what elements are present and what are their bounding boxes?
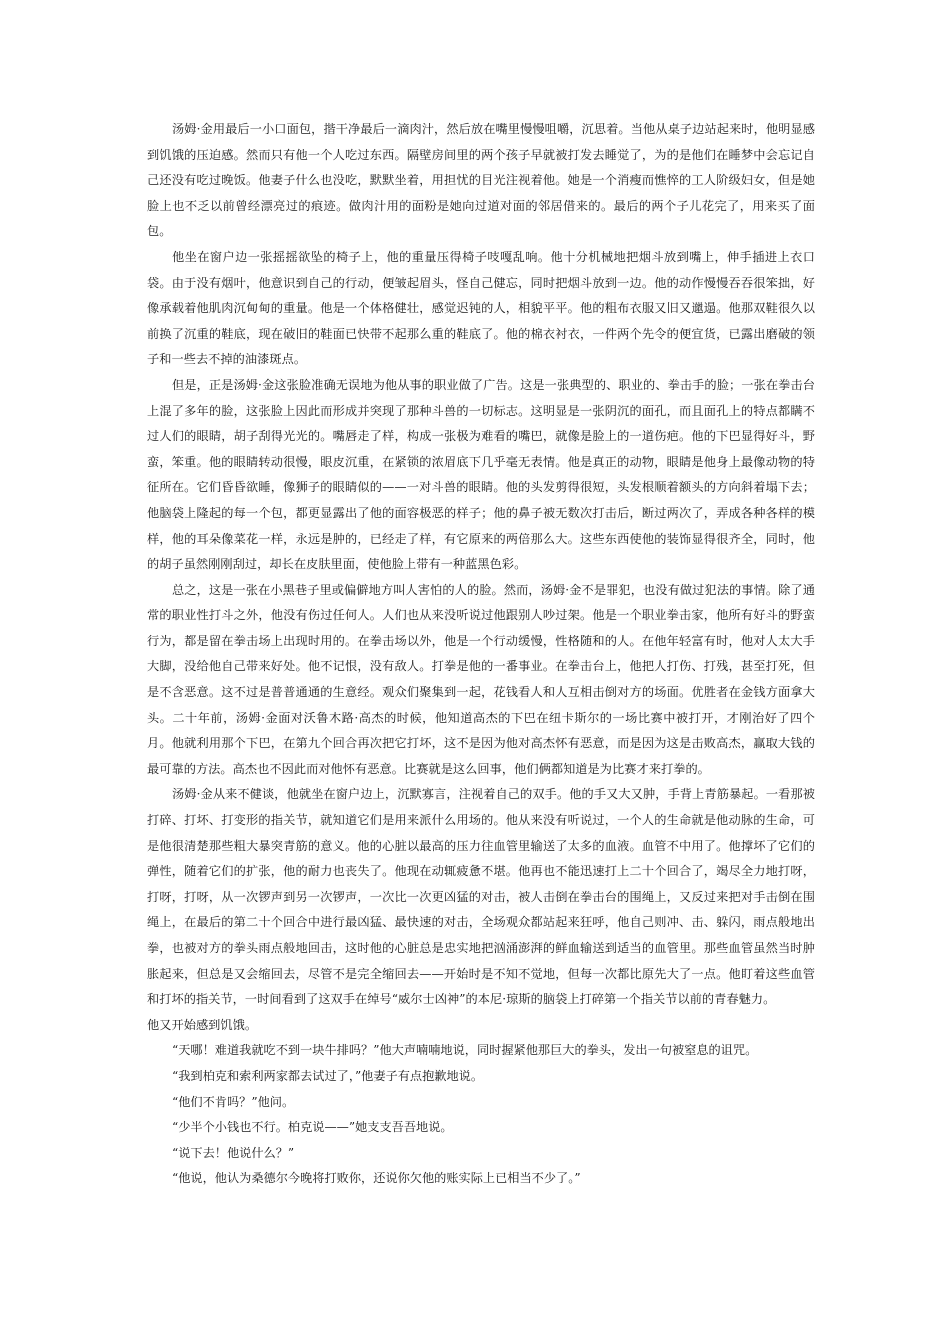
paragraph: 但是，正是汤姆·金这张脸准确无误地为他从事的职业做了广告。这是一张典型的、职业的、拳击手的脸；一张在拳击台上混了多年的脸，这张脸上因此而形成并突现了那种斗兽的一切标志。这明显是一张阴沉的面孔，而且面孔上的特点都瞒不过人们的眼睛，胡子刮得光光的。嘴唇走了样，构成一张极为难看的嘴巴，就像是脸上的一道伤疤。他的下巴显得好斗，野蛮，笨重。他的眼睛转动很慢，眼皮沉重，在紧锁的浓眉底下几乎毫无表情。他是真正的动物，眼睛是他身上最像动物的特征所在。它们昏昏欲睡，像狮子的眼睛似的——一对斗兽的眼睛。他的头发剪得很短，头发根顺着额头的方向斜着塌下去；他脑袋上隆起的每一个包，都更显露出了他的面容极恶的样子；他的鼻子被无数次打击后，断过两次了，弄成各种各样的模样，他的耳朵像菜花一样，永远是肿的，已经走了样，有它原来的两倍那么大。这些东西使他的装饰显得很齐全，同时，他的胡子虽然刚刚刮过，却长在皮肤里面，使他脸上带有一种蓝黑色彩。 [147,377,815,572]
dialogue-line: “说下去！他说什么？” [172,1145,295,1160]
paragraph: 汤姆·金从来不健谈，他就坐在窗户边上，沉默寡言，注视着自己的双手。他的手又大又肿，手背上青筋暴起。一看那被打碎、打坏、打变形的指关节，就知道它们是用来派什么用场的。他从来没有听说过，一个人的生命就是他动脉的生命，可是他很清楚那些粗大暴突青筋的意义。他的心脏以最高的压力往血管里输送了太多的血液。血管不中用了。他撑坏了它们的弹性，随着它们的扩张，他的耐力也丧失了。他现在动辄疲惫不堪。他再也不能迅速打上二十个回合了，竭尽全力地打呀，打呀，打呀，从一次锣声到另一次锣声，一次比一次更凶猛的对击，被人击倒在拳击台的围绳上，又反过来把对手击倒在围绳上，在最后的第二十个回合中进行最凶猛、最快速的对击，全场观众都站起来狂呼，他自己则冲、击、躲闪，雨点般地出拳，也被对方的拳头雨点般地回击，这时他的心脏总是忠实地把汹涌澎湃的鲜血输送到适当的血管里。那些血管虽然当时肿胀起来，但总是又会缩回去，尽管不是完全缩回去——开始时是不知不觉地，但每一次都比原先大了一点。他盯着这些血管和打坏的指关节，一时间看到了这双手在绰号“威尔士凶神”的本尼·琼斯的脑袋上打碎第一个指关节以前的青春魅力。 [147,787,815,1007]
paragraph: 他坐在窗户边一张摇摇欲坠的椅子上，他的重量压得椅子吱嘎乱响。他十分机械地把烟斗放到嘴上，伸手插进上衣口袋。由于没有烟叶，他意识到自己的行动，便皱起眉头，怪自己健忘，同时把烟斗放到一边。他的动作慢慢吞吞很笨拙，好像承载着他肌肉沉甸甸的重量。他是一个体格健壮，感觉迟钝的人，相貌平平。他的粗布衣服又旧又邋遢。他那双鞋很久以前换了沉重的鞋底，现在破旧的鞋面已快带不起那么重的鞋底了。他的棉衣衬衣，一件两个先令的便宜货，已露出磨破的领子和一些去不掉的油漆斑点。 [147,249,815,367]
dialogue-line: “他说，他认为桑德尔今晚将打败你，还说你欠他的账实际上已相当不少了。” [172,1171,581,1186]
dialogue-line: “少半个小钱也不行。柏克说——”她支支吾吾地说。 [172,1120,453,1135]
document-page [147,117,815,1192]
dialogue-line: “我到柏克和索利两家都去试过了，”他妻子有点抱歉地说。 [172,1068,484,1083]
flush-line: 他又开始感到饥饿。 [147,1017,258,1032]
paragraph: 汤姆·金用最后一小口面包，揩干净最后一滴肉汁，然后放在嘴里慢慢咀嚼，沉思着。当他从桌子边站起来时，他明显感到饥饿的压迫感。然而只有他一个人吃过东西。隔壁房间里的两个孩子早就被打发去睡觉了，为的是他们在睡梦中会忘记自己还没有吃过晚饭。他妻子什么也没吃，默默坐着，用担忧的目光注视着他。她是一个消瘦而憔悴的工人阶级妇女，但是她脸上也不乏以前曾经漂亮过的痕迹。做肉汁用的面粉是她向过道对面的邻居借来的。最后的两个子儿花完了，用来买了面包。 [147,122,815,239]
dialogue-line: “天哪！难道我就吃不到一块牛排吗？”他大声喃喃地说，同时握紧他那巨大的拳头，发出一句被窒息的诅咒。 [172,1043,758,1058]
dialogue-line: “他们不肯吗？”他问。 [172,1094,295,1109]
paragraph: 总之，这是一张在小黑巷子里或偏僻地方叫人害怕的人的脸。然而，汤姆·金不是罪犯，也没有做过犯法的事情。除了通常的职业性打斗之外，他没有伤过任何人。人们也从来没听说过他跟别人吵过架。他是一个职业拳击家，他所有好斗的野蛮行为，都是留在拳击场上出现时用的。在拳击场以外，他是一个行动缓慢，性格随和的人。在他年轻富有时，他对人太大手大脚，没给他自己带来好处。他不记恨，没有敌人。打拳是他的一番事业。在拳击台上，他把人打伤、打残，甚至打死，但是不含恶意。这不过是普普通通的生意经。观众们聚集到一起，花钱看人和人互相击倒对方的场面。优胜者在金钱方面拿大头。二十年前，汤姆·金面对沃鲁木路·高杰的时候，他知道高杰的下巴在纽卡斯尔的一场比赛中被打开，才刚治好了四个月。他就利用那个下巴，在第九个回合再次把它打坏，这不是因为他对高杰怀有恶意，而是因为这是击败高杰，赢取大钱的最可靠的方法。高杰也不因此而对他怀有恶意。比赛就是这么回事，他们俩都知道是为比赛才来打拳的。 [147,582,815,776]
